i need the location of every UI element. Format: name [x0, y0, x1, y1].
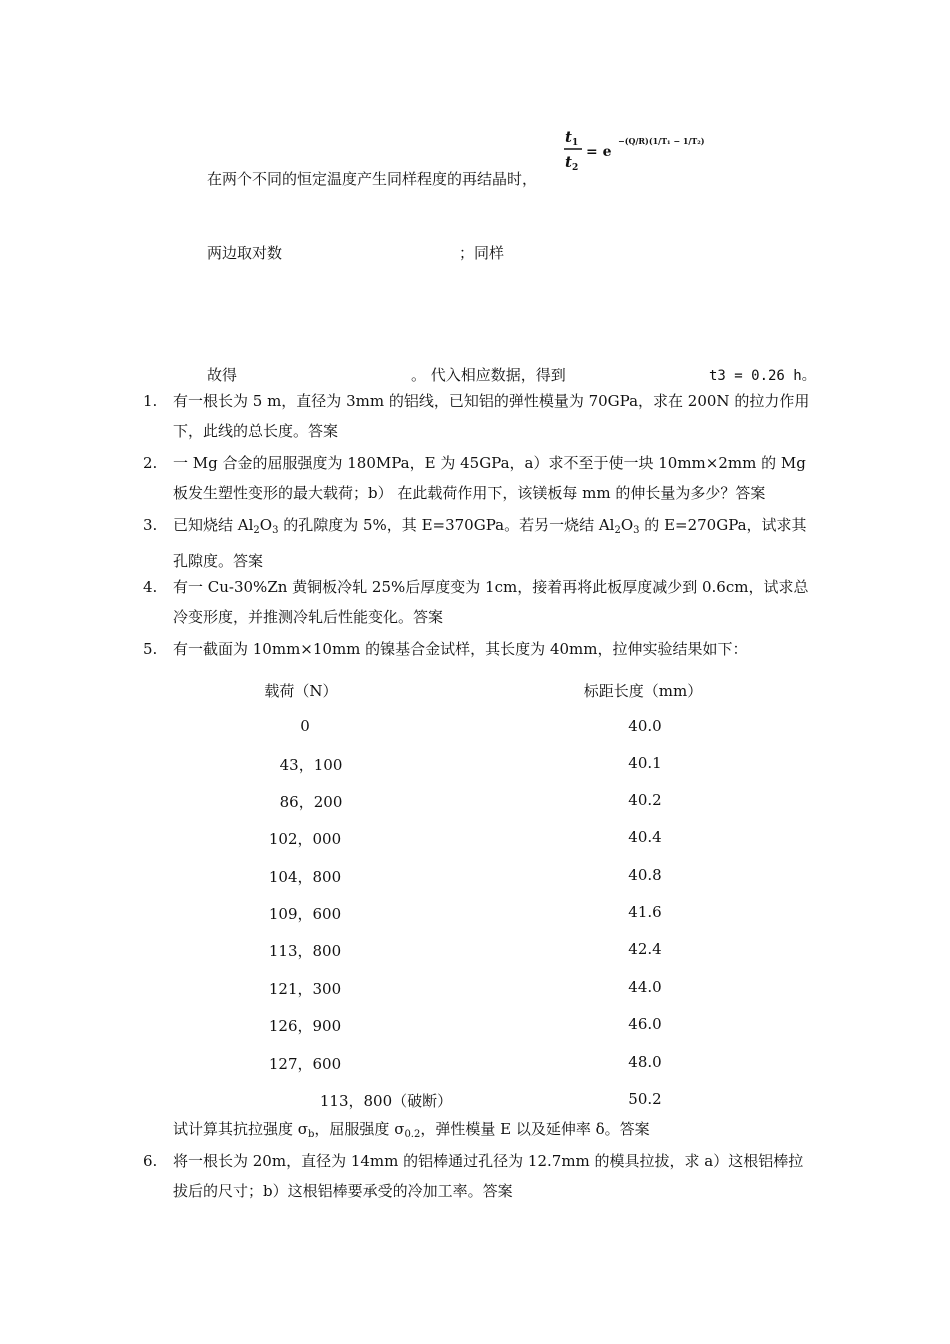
problem-2-number: 2.	[143, 454, 158, 472]
problem-1-text: 有一根长为 5 m，直径为 3mm 的铝线，已知铝的弹性模量为 70GPa，求在 200N 的拉力作用下，此线的总长度。答案	[173, 392, 810, 440]
problem-5-number: 5.	[143, 640, 158, 658]
table-row-length: 50.2	[628, 1090, 662, 1108]
formula-graphic	[562, 116, 705, 178]
table-header-load: 载荷（N）	[264, 682, 338, 700]
table-row-length: 41.6	[628, 903, 662, 921]
problem-1	[143, 386, 813, 446]
problem-5-text: 有一截面为 10mm×10mm 的镍基合金试样，其长度为 40mm，拉伸实验结果如下：	[173, 640, 748, 658]
problem-3-text: 已知烧结 $Al_2O_3$ 的孔隙度为 5%，其 E=370GPa。若另一烧结 $Al_2O_3$ 的 E=270GPa，试求其孔隙度。答案	[173, 516, 807, 570]
formula-exponent: −(Q/R)(1/T₁ − 1/T₂)	[618, 136, 705, 146]
table-row-length: 48.0	[628, 1053, 662, 1071]
problem-5	[143, 634, 813, 664]
table-row-load: 104，800	[268, 868, 342, 886]
table-row-load: 113，800	[268, 942, 342, 960]
problem-2-text: 一 Mg 合金的屈服强度为 180MPa，E 为 45GPa，a）求不至于使一块 10mm×2mm 的 Mg 板发生塑性变形的最大载荷；b） 在此载荷作用下，该镁板每 mm 的伸长量为多少？答案	[173, 454, 806, 502]
intro-line-1: 在两个不同的恒定温度产生同样程度的再结晶时，	[207, 170, 538, 188]
problem-5-question: 试计算其抗拉强度 $\sigma_b$，屈服强度 $\sigma_{0.2}$，弹性模量 E 以及延伸率 δ。答案	[173, 1120, 650, 1140]
table-row-load: 0	[300, 717, 310, 735]
problem-6	[143, 1146, 813, 1206]
table-row-load: 102，000	[268, 830, 342, 848]
problem-4	[143, 572, 813, 632]
problem-6-text: 将一根长为 20m，直径为 14mm 的铝棒通过孔径为 12.7mm 的模具拉拔，求 a）这根铝棒拉拔后的尺寸；b）这根铝棒要承受的冷加工率。答案	[173, 1152, 804, 1200]
table-row-load: 43，100	[279, 756, 343, 774]
formula-s2: 2	[572, 163, 579, 173]
table-header-length: 标距长度（mm）	[583, 682, 703, 700]
problem-3-number: 3.	[143, 516, 158, 534]
table-row-length: 40.0	[628, 717, 662, 735]
intro-line-3a: 故得	[207, 366, 238, 384]
intro-line-2a: 两边取对数	[207, 244, 283, 262]
table-row-load: 109，600	[268, 905, 342, 923]
problem-4-text: 有一 Cu-30%Zn 黄铜板冷轧 25%后厚度变为 1cm，接着再将此板厚度减少到 0.6cm，试求总冷变形度，并推测冷轧后性能变化。答案	[173, 578, 809, 626]
recrystallization-formula	[562, 116, 705, 178]
formula-t1: t	[565, 128, 572, 146]
table-row-length: 44.0	[628, 978, 662, 996]
table-row-length: 40.2	[628, 791, 662, 809]
problem-6-number: 6.	[143, 1152, 158, 1170]
problem-2	[143, 448, 813, 508]
table-row-length: 40.1	[628, 754, 662, 772]
problem-4-number: 4.	[143, 578, 158, 596]
table-row-load: 113，800（破断）	[319, 1092, 453, 1110]
table-row-load: 127，600	[268, 1055, 342, 1073]
table-row-length: 40.8	[628, 866, 662, 884]
problem-1-number: 1.	[143, 392, 158, 410]
formula-eq: = e	[586, 144, 612, 160]
table-row-length: 42.4	[628, 940, 662, 958]
table-row-load: 86，200	[279, 793, 343, 811]
table-row-load: 121，300	[268, 980, 342, 998]
intro-line-3c: t3 = 0.26 h。	[709, 368, 816, 384]
problem-3	[143, 510, 813, 576]
table-row-length: 46.0	[628, 1015, 662, 1033]
intro-line-2b: ；同样	[459, 244, 505, 262]
table-row-load: 126，900	[268, 1017, 342, 1035]
formula-t2: t	[565, 153, 572, 171]
intro-line-3b: 。 代入相应数据，得到	[411, 366, 566, 384]
formula-s1: 1	[572, 138, 579, 148]
table-row-length: 40.4	[628, 828, 662, 846]
